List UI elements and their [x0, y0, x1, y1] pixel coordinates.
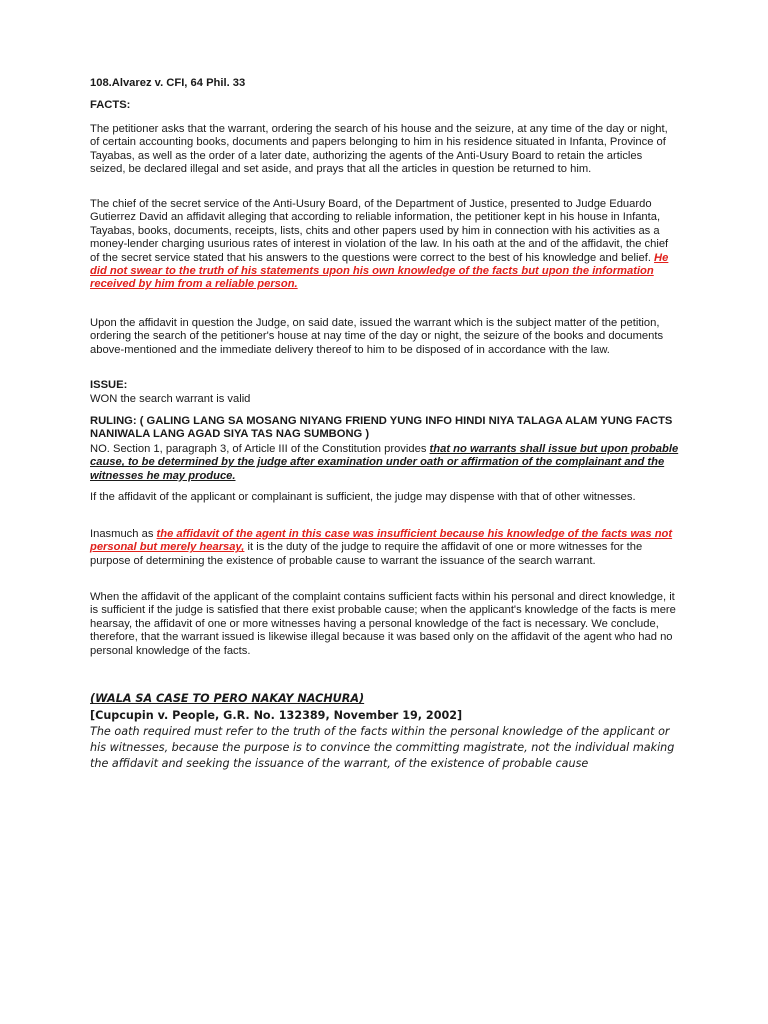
facts-highlight-text: He did not swear to the truth of his statements upon his own knowledge of the facts but upon the information received by him from a reliable person. — [90, 251, 669, 291]
ruling-paragraph-4: When the affidavit of the applicant of the complaint contains sufficient facts within his personal and direct knowledge, it is sufficient if the judge is satisfied that there exist probable cause; when the applicant's knowledge of the facts is mere hearsay, the affidavit of one or more witnesses having a personal knowledge of the fact is necessary. We conclude, therefore, that the warrant issued is likewise illegal because it was based only on the affidavit of the agent who had no personal knowledge of the facts. — [90, 591, 676, 657]
ruling-highlight-text: the affidavit of the agent in this case was insufficient because his knowledge of the facts was not personal but merely hearsay, — [90, 528, 673, 554]
note-citation: [Cupcupin v. People, G.R. No. 132389, November 19, 2002] — [90, 709, 463, 722]
ruling-paragraph-3-tail: it is the duty of the judge to require the affidavit of one or more witnesses for the purpose of determining the existence of probable cause to warrant the issuance of the search warrant. — [90, 541, 643, 567]
ruling-paragraph-1 — [90, 443, 680, 483]
ruling-paragraph-3-lead: Inasmuch as — [90, 528, 154, 540]
facts-paragraph-1: The petitioner asks that the warrant, ordering the search of his house and the seizure, at any time of the day or night, of certain accounting books, documents and papers belonging to him in his residence situated in Infanta, Province of Tayabas, as well as the order of a later date, authorizing the agents of the Anti-Usury Board to retain the articles seized, be declared illegal and set aside, and prays that all the articles in question be returned to him. — [90, 123, 668, 176]
ruling-heading: RULING: ( GALING LANG SA MOSANG NIYANG FRIEND YUNG INFO HINDI NIYA TALAGA ALAM YUNG FACTS NANIWALA LANG AGAD SIYA TAS NAG SUMBONG ) — [90, 415, 673, 441]
issue-heading: ISSUE: — [90, 379, 128, 391]
issue-text: WON the search warrant is valid — [90, 393, 251, 405]
note-text: The oath required must refer to the truth of the facts within the personal knowledge of the applicant or his witnesses, because the purpose is to convince the committing magistrate, not the individual making the affidavit and seeking the issuance of the warrant, of the existence of probable cause — [90, 725, 675, 770]
ruling-paragraph-1-text: NO. Section 1, paragraph 3, of Article III of the Constitution provides — [90, 443, 427, 455]
constitution-quote: that no warrants shall issue but upon probable cause, to be determined by the judge after examination under oath or affirmation of the complainant and the witnesses he may produce. — [90, 443, 679, 482]
case-title: 108.Alvarez v. CFI, 64 Phil. 33 — [90, 77, 246, 89]
facts-paragraph-2 — [90, 198, 680, 292]
facts-paragraph-3: Upon the affidavit in question the Judge, on said date, issued the warrant which is the subject matter of the petition, ordering the search of the petitioner's house at nay time of the day or night, the seizure of the books and documents above-mentioned and the immediate delivery thereof to him to be disposed of in accordance with the law. — [90, 317, 664, 356]
ruling-paragraph-3 — [90, 528, 680, 568]
ruling-paragraph-2: If the affidavit of the applicant or complainant is sufficient, the judge may dispense with that of other witnesses. — [90, 491, 636, 503]
note-heading: (WALA SA CASE TO PERO NAKAY NACHURA) — [90, 692, 365, 705]
facts-heading: FACTS: — [90, 99, 131, 111]
facts-paragraph-2-text: The chief of the secret service of the Anti-Usury Board, of the Department of Justice, presented to Judge Eduardo Gutierrez David an affidavit alleging that according to reliable information, the petitioner kept in his house in Infanta, Tayabas, books, documents, receipts, lists, chits and other papers used by him in connection with his activities as a money-lender charging usurious rates of interest in violation of the law. In his oath at the and of the affidavit, the chief of the secret service stated that his answers to the questions were correct to the best of his knowledge and belief. — [90, 198, 669, 264]
